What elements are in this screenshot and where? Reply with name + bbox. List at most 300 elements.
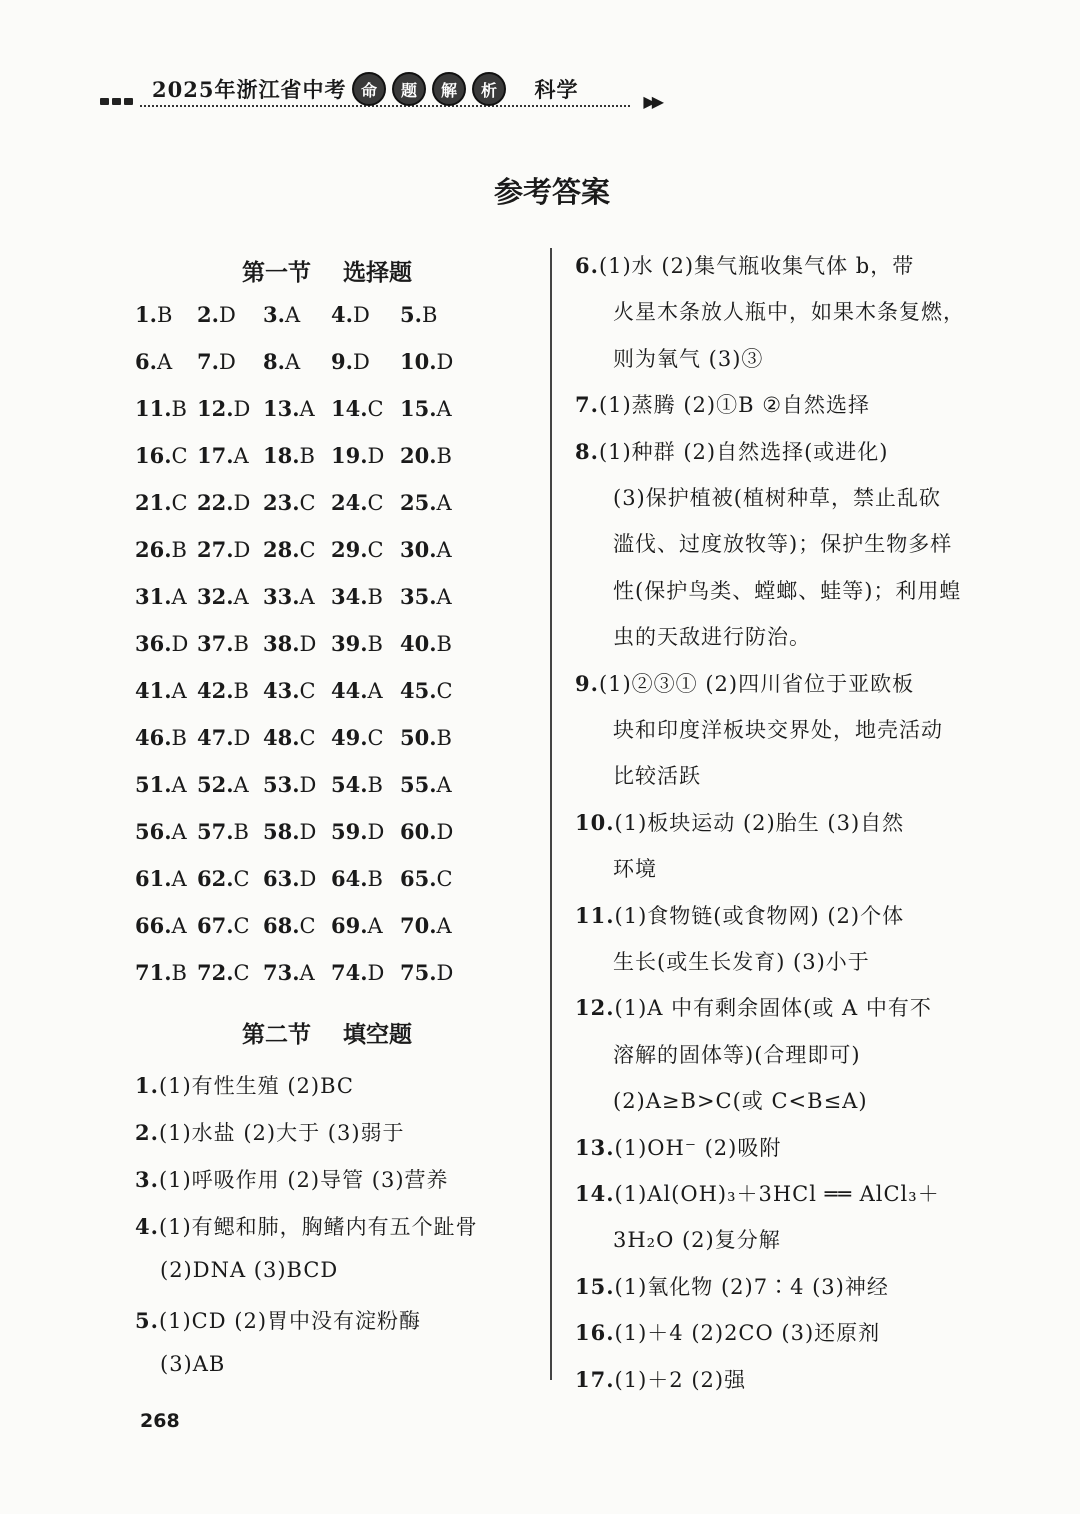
answer-letter: C: [436, 679, 453, 703]
choice-answer: [263, 725, 316, 750]
answer-text: (1)水盐 (2)大于 (3)弱于: [158, 1121, 405, 1145]
answer-letter: B: [299, 444, 315, 468]
question-number: 33.: [263, 584, 300, 609]
answer-letter: C: [233, 914, 250, 938]
fill-answer-line: [613, 621, 811, 651]
answer-letter: A: [233, 444, 249, 468]
question-number: 5.: [400, 302, 422, 327]
question-number: 29.: [331, 537, 368, 562]
book-title: 2025年浙江省中考: [152, 77, 347, 102]
fill-answer-line: [160, 1258, 338, 1282]
choice-answer: [197, 678, 249, 703]
fill-answer-line: [575, 992, 932, 1022]
answer-letter: A: [233, 773, 249, 797]
column-divider: [550, 248, 552, 1380]
answer-letter: B: [233, 679, 249, 703]
choice-answer: [135, 631, 188, 656]
question-number: 2.: [135, 1120, 159, 1145]
answer-letter: C: [367, 726, 384, 750]
choice-answer: [400, 631, 452, 656]
answer-letter: A: [436, 491, 452, 515]
fill-answer-line: [575, 436, 889, 466]
answer-letter: D: [299, 632, 317, 656]
page-title: 参考答案: [493, 175, 610, 209]
subject-label: 科学: [534, 77, 579, 102]
answer-letter: C: [299, 914, 316, 938]
question-number: 31.: [135, 584, 172, 609]
answer-letter: B: [367, 773, 383, 797]
question-number: 57.: [197, 819, 234, 844]
question-number: 72.: [197, 960, 234, 985]
fill-answer-line: [135, 1164, 449, 1194]
question-number: 13.: [575, 1134, 615, 1160]
answer-text: (1)呼吸作用 (2)导管 (3)营养: [158, 1168, 449, 1192]
question-number: 11.: [135, 396, 172, 421]
question-number: 8.: [263, 349, 285, 374]
choice-answer: [263, 396, 315, 421]
question-number: 24.: [331, 490, 368, 515]
answer-letter: A: [299, 397, 315, 421]
fill-answer-line: [575, 900, 904, 930]
answer-letter: A: [171, 867, 187, 891]
choice-answer: [331, 584, 383, 609]
question-number: 74.: [331, 960, 368, 985]
seal-char: 解: [432, 72, 466, 106]
answer-text: 性(保护鸟类、螳螂、蛙等)；利用蝗: [613, 578, 962, 603]
fill-answer-line: [613, 714, 943, 744]
answer-text: 溶解的固体等)(合理即可): [613, 1042, 861, 1067]
choice-answer: [135, 678, 187, 703]
question-number: 10.: [575, 809, 615, 835]
choice-answer: [197, 772, 249, 797]
question-number: 42.: [197, 678, 234, 703]
answer-letter: D: [367, 444, 385, 468]
choice-answer: [331, 490, 384, 515]
answer-letter: A: [436, 538, 452, 562]
answer-letter: A: [436, 773, 452, 797]
choice-answer: [400, 396, 452, 421]
fill-answer-line: [613, 946, 870, 976]
answer-letter: D: [352, 350, 370, 374]
choice-answer: [135, 302, 172, 327]
question-number: 51.: [135, 772, 172, 797]
question-number: 22.: [197, 490, 234, 515]
answer-letter: A: [436, 585, 452, 609]
choice-answer: [331, 913, 383, 938]
question-number: 30.: [400, 537, 437, 562]
answer-letter: B: [171, 538, 187, 562]
choice-answer: [331, 772, 383, 797]
answer-letter: D: [436, 961, 454, 985]
answer-text: 滥伐、过度放牧等)；保护生物多样: [613, 532, 953, 557]
answer-letter: B: [233, 632, 249, 656]
seal-char: 析: [472, 72, 506, 106]
question-number: 68.: [263, 913, 300, 938]
answer-letter: A: [171, 773, 187, 797]
answer-letter: B: [171, 397, 187, 421]
question-number: 63.: [263, 866, 300, 891]
question-number: 27.: [197, 537, 234, 562]
fill-answer-line: [575, 668, 914, 698]
answer-letter: B: [156, 303, 173, 327]
question-number: 41.: [135, 678, 172, 703]
question-number: 1.: [135, 1073, 159, 1098]
seal-char: 命: [352, 72, 386, 106]
answer-letter: D: [233, 538, 251, 562]
choice-answer: [197, 537, 250, 562]
answer-letter: B: [171, 726, 187, 750]
question-number: 25.: [400, 490, 437, 515]
question-number: 6.: [135, 349, 157, 374]
answer-text: (1)②③① (2)四川省位于亚欧板: [598, 671, 915, 696]
answer-text: 块和印度洋板块交界处，地壳活动: [613, 718, 943, 742]
answer-letter: B: [233, 820, 249, 844]
section2-title: 第二节 填空题: [242, 1022, 413, 1048]
header-ornament: [100, 98, 140, 106]
double-arrow-icon: ▶▶: [643, 92, 660, 111]
answer-text: (1)水 (2)集气瓶收集气体 b，带: [598, 254, 915, 278]
answer-text: (1)＋2 (2)强: [614, 1367, 747, 1392]
choice-answer: [400, 490, 452, 515]
question-number: 28.: [263, 537, 300, 562]
choice-answer: [135, 490, 188, 515]
fill-answer-line: [613, 575, 961, 605]
fill-answer-line: [135, 1305, 421, 1335]
question-number: 21.: [135, 490, 172, 515]
choice-answer: [400, 772, 452, 797]
question-number: 23.: [263, 490, 300, 515]
fill-answer-line: [575, 1271, 889, 1301]
choice-answer: [331, 678, 383, 703]
choice-answer: [400, 725, 452, 750]
question-number: 17.: [197, 443, 234, 468]
answer-letter: A: [156, 350, 173, 374]
choice-answer: [263, 913, 316, 938]
question-number: 43.: [263, 678, 300, 703]
choice-answer: [197, 631, 249, 656]
fill-answer-line: [575, 250, 914, 280]
question-number: 65.: [400, 866, 437, 891]
question-number: 5.: [135, 1308, 159, 1333]
answer-letter: A: [299, 961, 315, 985]
choice-answer: [135, 349, 172, 374]
choice-answer: [400, 584, 452, 609]
question-number: 62.: [197, 866, 234, 891]
fill-answer-line: [613, 528, 952, 558]
question-number: 34.: [331, 584, 368, 609]
choice-answer: [400, 537, 452, 562]
choice-answer: [135, 443, 188, 468]
question-number: 6.: [575, 253, 599, 278]
answer-letter: D: [218, 303, 236, 327]
choice-answer: [197, 725, 250, 750]
answer-letter: B: [367, 867, 383, 891]
question-number: 40.: [400, 631, 437, 656]
question-number: 9.: [331, 349, 353, 374]
choice-answer: [263, 678, 316, 703]
answer-letter: A: [367, 679, 383, 703]
answer-letter: D: [233, 726, 251, 750]
choice-answer: [197, 396, 250, 421]
answer-letter: D: [233, 491, 251, 515]
answer-letter: D: [299, 773, 317, 797]
question-number: 12.: [575, 995, 615, 1021]
question-number: 64.: [331, 866, 368, 891]
answer-letter: C: [171, 444, 188, 468]
fill-answer-line: [135, 1117, 405, 1147]
question-number: 14.: [575, 1181, 615, 1206]
fill-answer-line: [613, 1039, 861, 1069]
choice-answer: [135, 819, 187, 844]
answer-letter: A: [171, 914, 187, 938]
choice-answer: [135, 960, 187, 985]
question-number: 56.: [135, 819, 172, 844]
choice-answer: [400, 866, 453, 891]
section1-title: 第一节 选择题: [242, 260, 413, 286]
choice-answer: [331, 349, 370, 374]
choice-answer: [263, 537, 316, 562]
question-number: 53.: [263, 772, 300, 797]
answer-letter: D: [352, 303, 370, 327]
header-title: [152, 72, 578, 106]
fill-answer-line: [135, 1211, 478, 1241]
answer-text: 虫的天敌进行防治。: [613, 625, 811, 650]
question-number: 16.: [135, 443, 172, 468]
choice-answer: [331, 960, 384, 985]
answer-text: (1)有性生殖 (2)BC: [158, 1074, 354, 1098]
choice-answer: [263, 302, 300, 327]
answer-letter: C: [367, 491, 384, 515]
choice-answer: [400, 349, 453, 374]
answer-letter: C: [299, 726, 316, 750]
question-number: 18.: [263, 443, 300, 468]
question-number: 7.: [575, 392, 599, 418]
question-number: 49.: [331, 725, 368, 750]
answer-letter: A: [171, 820, 187, 844]
answer-letter: B: [171, 961, 187, 985]
answer-letter: C: [436, 867, 453, 891]
answer-letter: C: [233, 961, 250, 985]
answer-text: (1)CD (2)胃中没有淀粉酶: [158, 1309, 422, 1333]
choice-answer: [197, 913, 250, 938]
fill-answer-line: [613, 853, 657, 883]
question-number: 3.: [135, 1167, 159, 1192]
answer-text: (1)蒸腾 (2)①B ②自然选择: [598, 393, 871, 418]
answer-text: (1)种群 (2)自然选择(或进化): [598, 439, 889, 464]
choice-answer: [263, 584, 315, 609]
answer-letter: A: [367, 914, 383, 938]
choice-answer: [400, 302, 437, 327]
question-number: 4.: [135, 1214, 159, 1239]
answer-text: (1)A 中有剩余固体(或 A 中有不: [614, 996, 932, 1021]
choice-answer: [197, 960, 250, 985]
question-number: 12.: [197, 396, 234, 421]
fill-answer-line: [135, 1070, 354, 1100]
question-number: 50.: [400, 725, 437, 750]
answer-text: (1)板块运动 (2)胎生 (3)自然: [614, 810, 905, 835]
question-number: 35.: [400, 584, 437, 609]
question-number: 2.: [197, 302, 219, 327]
question-number: 75.: [400, 960, 437, 985]
answer-letter: B: [367, 585, 383, 609]
answer-letter: A: [436, 914, 452, 938]
question-number: 19.: [331, 443, 368, 468]
question-number: 61.: [135, 866, 172, 891]
answer-letter: B: [436, 444, 452, 468]
answer-letter: B: [421, 303, 438, 327]
answer-letter: D: [367, 820, 385, 844]
page-number: 268: [140, 1410, 180, 1432]
question-number: 38.: [263, 631, 300, 656]
fill-answer-line: [613, 296, 965, 326]
choice-answer: [263, 349, 300, 374]
choice-answer: [197, 349, 236, 374]
answer-letter: C: [367, 538, 384, 562]
answer-letter: D: [299, 820, 317, 844]
answer-text: (1)Al(OH)₃＋3HCl ══ AlCl₃＋: [614, 1182, 940, 1206]
choice-answer: [400, 443, 452, 468]
question-number: 8.: [575, 438, 599, 464]
question-number: 39.: [331, 631, 368, 656]
choice-answer: [400, 819, 453, 844]
question-number: 73.: [263, 960, 300, 985]
choice-answer: [263, 772, 316, 797]
answer-letter: D: [436, 350, 454, 374]
answer-text: 3H₂O (2)复分解: [613, 1228, 781, 1253]
choice-answer: [197, 584, 249, 609]
choice-answer: [331, 866, 383, 891]
answer-text: (1)有鳃和肺，胸鳍内有五个趾骨: [158, 1215, 478, 1239]
choice-answer: [263, 819, 316, 844]
question-number: 36.: [135, 631, 172, 656]
fill-answer-line: [575, 1178, 940, 1208]
question-number: 60.: [400, 819, 437, 844]
question-number: 15.: [575, 1273, 615, 1299]
question-number: 69.: [331, 913, 368, 938]
fill-answer-line: [575, 389, 870, 419]
fill-answer-line: [613, 1224, 781, 1254]
answer-letter: D: [367, 961, 385, 985]
answer-letter: B: [436, 726, 452, 750]
choice-answer: [331, 631, 383, 656]
question-number: 16.: [575, 1320, 615, 1346]
question-number: 54.: [331, 772, 368, 797]
fill-answer-line: [613, 482, 941, 512]
question-number: 48.: [263, 725, 300, 750]
choice-answer: [135, 913, 187, 938]
choice-answer: [197, 819, 249, 844]
answer-text: 比较活跃: [613, 764, 701, 789]
answer-letter: D: [218, 350, 236, 374]
question-number: 14.: [331, 396, 368, 421]
question-number: 46.: [135, 725, 172, 750]
question-number: 11.: [575, 902, 615, 928]
answer-letter: D: [171, 632, 189, 656]
answer-letter: B: [436, 632, 452, 656]
question-number: 59.: [331, 819, 368, 844]
choice-answer: [331, 443, 384, 468]
question-number: 3.: [263, 302, 285, 327]
choice-answer: [197, 443, 249, 468]
answer-letter: A: [171, 585, 187, 609]
answer-letter: D: [436, 820, 454, 844]
question-number: 20.: [400, 443, 437, 468]
choice-answer: [263, 866, 316, 891]
answer-text: 环境: [613, 857, 657, 882]
fill-answer-line: [575, 807, 904, 837]
question-number: 44.: [331, 678, 368, 703]
choice-answer: [135, 396, 187, 421]
choice-answer: [263, 443, 315, 468]
answer-letter: C: [299, 538, 316, 562]
choice-answer: [400, 913, 452, 938]
seal-char: 题: [392, 72, 426, 106]
choice-answer: [135, 772, 187, 797]
question-number: 45.: [400, 678, 437, 703]
choice-answer: [263, 631, 316, 656]
choice-answer: [135, 866, 187, 891]
question-number: 70.: [400, 913, 437, 938]
fill-answer-line: [575, 1317, 880, 1347]
fill-answer-line: [160, 1352, 225, 1376]
answer-letter: A: [233, 585, 249, 609]
answer-letter: A: [299, 585, 315, 609]
answer-text: (1)氧化物 (2)7∶4 (3)神经: [614, 1274, 889, 1299]
question-number: 9.: [575, 670, 599, 696]
choice-answer: [400, 678, 453, 703]
answer-letter: C: [367, 397, 384, 421]
fill-answer-line: [613, 760, 701, 790]
question-number: 1.: [135, 302, 157, 327]
choice-answer: [331, 396, 384, 421]
answer-text: (2)DNA (3)BCD: [160, 1258, 339, 1282]
question-number: 4.: [331, 302, 353, 327]
answer-letter: C: [171, 491, 188, 515]
question-number: 13.: [263, 396, 300, 421]
question-number: 17.: [575, 1366, 615, 1392]
choice-answer: [135, 537, 187, 562]
answer-letter: C: [233, 867, 250, 891]
question-number: 66.: [135, 913, 172, 938]
answer-text: (2)A≥B>C(或 C<B≤A): [613, 1089, 868, 1114]
question-number: 10.: [400, 349, 437, 374]
answer-letter: B: [367, 632, 383, 656]
question-number: 58.: [263, 819, 300, 844]
running-header: [100, 70, 660, 112]
fill-answer-line: [613, 343, 763, 373]
question-number: 37.: [197, 631, 234, 656]
question-number: 67.: [197, 913, 234, 938]
choice-answer: [197, 866, 250, 891]
question-number: 26.: [135, 537, 172, 562]
answer-text: (1)食物链(或食物网) (2)个体: [614, 903, 905, 928]
question-number: 71.: [135, 960, 172, 985]
answer-letter: C: [299, 679, 316, 703]
answer-text: (3)AB: [160, 1352, 226, 1376]
answer-letter: A: [436, 397, 452, 421]
answer-text: (1)OH⁻ (2)吸附: [614, 1135, 782, 1160]
question-number: 52.: [197, 772, 234, 797]
choice-answer: [135, 584, 187, 609]
answer-letter: A: [284, 350, 301, 374]
choice-answer: [400, 960, 453, 985]
choice-answer: [331, 302, 370, 327]
fill-answer-line: [575, 1364, 746, 1394]
answer-text: (3)保护植被(植树种草，禁止乱砍: [613, 486, 941, 510]
answer-letter: D: [233, 397, 251, 421]
choice-answer: [197, 302, 236, 327]
choice-answer: [263, 490, 316, 515]
